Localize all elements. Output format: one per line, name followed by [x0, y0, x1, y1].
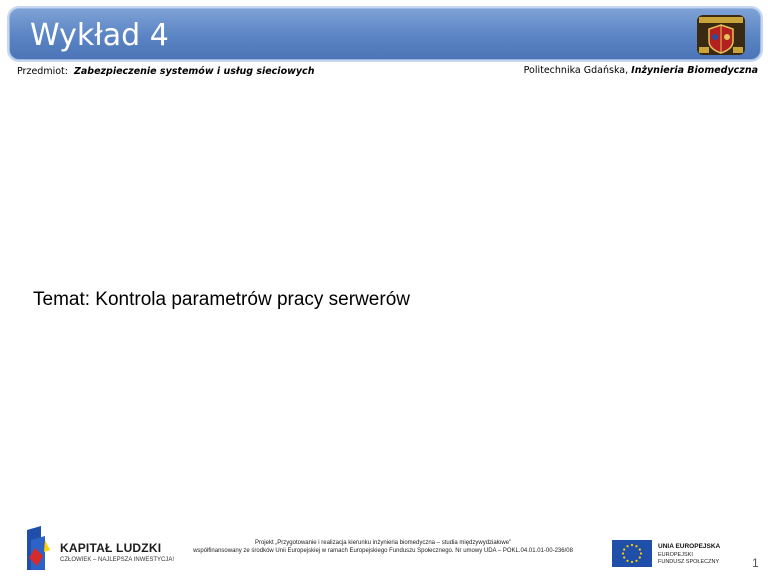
university-crest-icon [693, 13, 749, 57]
page-number: 1 [752, 556, 759, 570]
institution-name: Politechnika Gdańska, [523, 65, 629, 76]
kapital-ludzki-title: KAPITAŁ LUDZKI [60, 541, 162, 555]
slide-topic: Temat: Kontrola parametrów pracy serwerów [33, 289, 410, 310]
eu-fund-line2: FUNDUSZ SPOŁECZNY [658, 559, 720, 565]
subject-label: Przedmiot: [17, 66, 68, 77]
slide-title: Wykład 4 [30, 18, 169, 53]
project-description-line2: współfinansowany ze środków Unii Europejskiej w ramach Europejskiego Funduszu Społecznego. Nr umowy UDA – POKL.04.01.01-00-236/08 [193, 548, 573, 554]
eu-title: UNIA EUROPEJSKA [658, 543, 721, 550]
title-bar [9, 8, 761, 60]
eu-fund-line1: EUROPEJSKI [658, 552, 693, 558]
subject-name: Zabezpieczenie systemów i usług sieciowych [73, 66, 315, 77]
kapital-ludzki-subtitle: CZŁOWIEK – NAJLEPSZA INWESTYCJA! [60, 557, 175, 563]
department-name: Inżynieria Biomedyczna [631, 65, 758, 76]
eu-flag-icon [612, 540, 652, 567]
project-description-line1: Projekt „Przygotowanie i realizacja kierunku inżynieria biomedyczna – studia międzywydziałowe” [254, 540, 512, 546]
subject-line [17, 66, 314, 77]
institution-line [524, 65, 758, 76]
